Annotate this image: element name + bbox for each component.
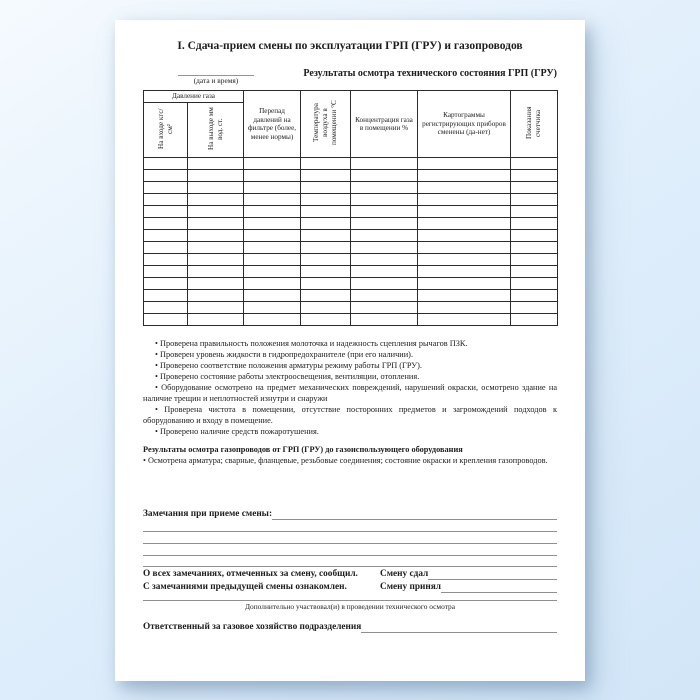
page-title: I. Сдача-прием смены по эксплуатации ГРП (ГРУ) и газопроводов: [177, 40, 523, 52]
table-cell-empty: [188, 242, 244, 254]
responsible-person-fill-line: [361, 622, 557, 633]
gas-pipelines-section: [143, 444, 557, 466]
table-cell-empty: [351, 218, 418, 230]
table-cell-empty: [351, 290, 418, 302]
table-row: [144, 290, 558, 302]
handover-note: О всех замечаниях, отмеченных за смену, сообщил.: [143, 569, 358, 580]
table-row: [144, 278, 558, 290]
gas-pipelines-item: • Осмотрена арматура; сварные, фланцевые, резьбовые соединения; состояние окраски и крепления газопроводов.: [143, 456, 548, 466]
table-cell-empty: [301, 314, 351, 326]
table-cell-empty: [301, 170, 351, 182]
shift-handed-over-row: [143, 568, 557, 580]
responsible-person-label: Ответственный за газовое хозяйство подразделения: [143, 622, 362, 633]
table-cell-empty: [244, 158, 301, 170]
responsible-person-field: [143, 622, 557, 633]
table-cell-empty: [244, 206, 301, 218]
table-cell-empty: [418, 218, 511, 230]
table-cell-empty: [244, 182, 301, 194]
table-cell-empty: [144, 266, 188, 278]
table-cell-empty: [351, 206, 418, 218]
col-header-outlet-pressure: На выходе мм вод. ст.: [188, 102, 244, 158]
table-cell-empty: [188, 194, 244, 206]
table-cell-empty: [418, 230, 511, 242]
table-cell-empty: [418, 254, 511, 266]
table-row: [144, 218, 558, 230]
checklist-item: • Проверено соответствие положения арматуры режиму работы ГРП (ГРУ).: [155, 361, 422, 371]
table-cell-empty: [351, 230, 418, 242]
table-cell-empty: [511, 218, 558, 230]
table-cell-empty: [188, 314, 244, 326]
table-cell-empty: [144, 158, 188, 170]
table-cell-empty: [511, 302, 558, 314]
col-header-inlet-pressure: На входе кгс/см²: [144, 102, 188, 158]
table-cell-empty: [244, 194, 301, 206]
blank-ruled-line: [143, 556, 557, 568]
table-cell-empty: [418, 194, 511, 206]
col-header-cartograms-replaced: Картограммы регистрирующих приборов сменены (да-нет): [418, 91, 511, 158]
table-body: [144, 158, 558, 326]
table-cell-empty: [351, 314, 418, 326]
col-header-gas-pressure-group: Давление газа: [144, 91, 244, 103]
table-cell-empty: [144, 302, 188, 314]
table-cell-empty: [301, 230, 351, 242]
table-cell-empty: [511, 158, 558, 170]
table-row: [144, 170, 558, 182]
table-cell-empty: [144, 182, 188, 194]
gas-pipelines-heading: Результаты осмотра газопроводов от ГРП (ГРУ) до газоиспользующего оборудования: [143, 445, 463, 455]
table-row: [144, 194, 558, 206]
checklist-item: • Проверена правильность положения молоточка и надежность сцепления рычагов ПЗК.: [155, 339, 468, 349]
table-cell-empty: [511, 314, 558, 326]
shift-accepted-label: Смену принял: [380, 582, 441, 593]
table-cell-empty: [418, 266, 511, 278]
shift-accepted-row: [143, 581, 557, 593]
table-row: [144, 206, 558, 218]
col-header-room-air-temperature: Температура воздуха в помещении °С: [301, 91, 351, 158]
table-cell-empty: [244, 314, 301, 326]
table-row: [144, 254, 558, 266]
table-cell-empty: [144, 230, 188, 242]
table-row: [144, 266, 558, 278]
table-cell-empty: [511, 230, 558, 242]
document-page: [115, 20, 585, 681]
table-cell-empty: [351, 266, 418, 278]
table-row: [144, 230, 558, 242]
inspection-table: [143, 90, 558, 326]
table-cell-empty: [418, 302, 511, 314]
shift-handed-over-label: Смену сдал: [380, 569, 429, 580]
table-cell-empty: [188, 158, 244, 170]
blank-ruled-line: [143, 532, 557, 544]
table-cell-empty: [418, 290, 511, 302]
table-cell-empty: [301, 194, 351, 206]
checklist-item: • Проверено состояние работы электроосвещения, вентиляции, отопления.: [155, 372, 420, 382]
table-row: [144, 242, 558, 254]
table-cell-empty: [144, 194, 188, 206]
table-cell-empty: [144, 290, 188, 302]
date-fill-line: [178, 61, 254, 76]
table-cell-empty: [144, 278, 188, 290]
table-cell-empty: [418, 182, 511, 194]
table-cell-empty: [144, 170, 188, 182]
table-cell-empty: [511, 290, 558, 302]
table-row: [144, 158, 558, 170]
table-cell-empty: [351, 278, 418, 290]
table-cell-empty: [188, 266, 244, 278]
table-cell-empty: [351, 182, 418, 194]
checklist-item: • Проверено наличие средств пожаротушения.: [155, 427, 319, 437]
table-cell-empty: [244, 266, 301, 278]
table-cell-empty: [188, 206, 244, 218]
table-cell-empty: [188, 302, 244, 314]
results-heading: Результаты осмотра технического состояния ГРП (ГРУ): [303, 68, 557, 79]
table-cell-empty: [244, 278, 301, 290]
table-cell-empty: [188, 290, 244, 302]
table-cell-empty: [244, 302, 301, 314]
table-cell-empty: [301, 290, 351, 302]
table-cell-empty: [144, 218, 188, 230]
table-cell-empty: [188, 218, 244, 230]
additional-participants-field: [143, 600, 557, 611]
table-cell-empty: [144, 314, 188, 326]
table-cell-empty: [418, 278, 511, 290]
checklist-item: • Оборудование осмотрено на предмет механических повреждений, нарушений окраски, осмотрено здание на наличие трещин и неплотностей изнутри и снаружи: [143, 383, 557, 404]
blank-ruled-line: [143, 520, 557, 532]
table-row: [144, 314, 558, 326]
table-cell-empty: [511, 170, 558, 182]
table-cell-empty: [244, 290, 301, 302]
table-cell-empty: [244, 218, 301, 230]
table-cell-empty: [188, 182, 244, 194]
table-cell-empty: [418, 242, 511, 254]
table-row: [144, 182, 558, 194]
table-cell-empty: [244, 230, 301, 242]
table-cell-empty: [144, 242, 188, 254]
remarks-blank-lines: [143, 520, 557, 567]
table-cell-empty: [511, 206, 558, 218]
table-cell-empty: [301, 158, 351, 170]
table-header: [144, 91, 558, 158]
table-cell-empty: [511, 182, 558, 194]
table-cell-empty: [301, 206, 351, 218]
table-cell-empty: [418, 206, 511, 218]
col-header-meter-readings: Показания счетчика: [511, 91, 558, 158]
table-cell-empty: [351, 254, 418, 266]
table-cell-empty: [301, 266, 351, 278]
additional-participants-caption: Дополнительно участвовал(и) в проведении технического осмотра: [244, 602, 456, 612]
remarks-label: Замечания при приеме смены:: [143, 509, 273, 520]
table-cell-empty: [351, 158, 418, 170]
table-cell-empty: [511, 242, 558, 254]
table-cell-empty: [301, 302, 351, 314]
table-cell-empty: [511, 254, 558, 266]
table-cell-empty: [144, 254, 188, 266]
table-cell-empty: [301, 218, 351, 230]
date-field: [178, 61, 254, 85]
table-cell-empty: [511, 278, 558, 290]
remarks-field: [143, 509, 557, 520]
inspection-checklist: [143, 338, 557, 437]
table-cell-empty: [244, 170, 301, 182]
shift-handed-over-fill-line: [428, 569, 557, 580]
checklist-item: • Проверена чистота в помещении, отсутствие посторонних предметов и загромождений подходов к оборудованию и входу в помещение.: [143, 405, 557, 426]
table-cell-empty: [188, 254, 244, 266]
table-cell-empty: [144, 206, 188, 218]
blank-ruled-line: [143, 544, 557, 556]
table-row: [144, 302, 558, 314]
table-cell-empty: [301, 242, 351, 254]
table-cell-empty: [351, 302, 418, 314]
date-and-results-row: [143, 61, 557, 85]
checklist-item: • Проверен уровень жидкости в гидропредохранителе (при его наличии).: [155, 350, 414, 360]
table-cell-empty: [351, 194, 418, 206]
table-cell-empty: [301, 278, 351, 290]
table-cell-empty: [351, 170, 418, 182]
remarks-fill-line: [272, 509, 557, 520]
table-cell-empty: [188, 230, 244, 242]
col-header-filter-pressure-drop: Перепад давлений на фильтре (более, менее нормы): [244, 91, 301, 158]
table-cell-empty: [511, 194, 558, 206]
table-cell-empty: [244, 254, 301, 266]
table-cell-empty: [188, 170, 244, 182]
col-header-gas-concentration: Концентрация газа в помещении %: [351, 91, 418, 158]
table-cell-empty: [188, 278, 244, 290]
table-cell-empty: [511, 266, 558, 278]
table-cell-empty: [301, 182, 351, 194]
table-cell-empty: [418, 158, 511, 170]
table-cell-empty: [418, 314, 511, 326]
table-cell-empty: [244, 242, 301, 254]
table-cell-empty: [351, 242, 418, 254]
table-cell-empty: [418, 170, 511, 182]
shift-accepted-fill-line: [441, 582, 557, 593]
table-cell-empty: [301, 254, 351, 266]
date-caption: (дата и время): [193, 76, 239, 85]
handover-note: С замечаниями предыдущей смены ознакомлен.: [143, 582, 347, 593]
